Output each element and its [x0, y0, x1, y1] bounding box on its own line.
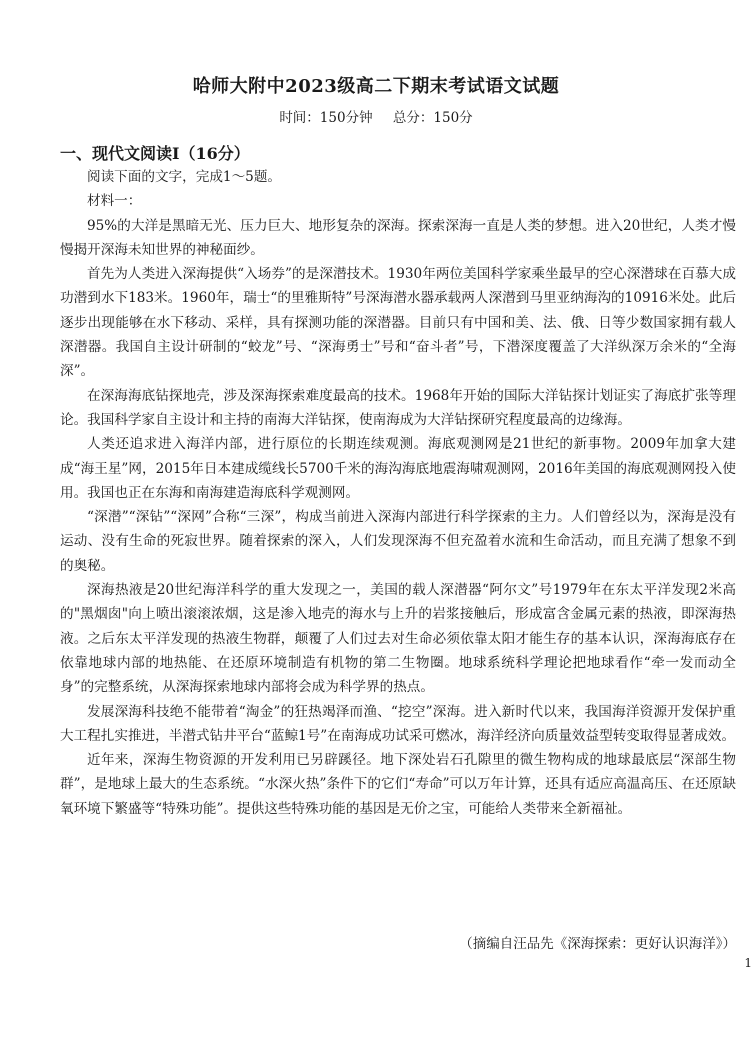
paragraph: 在深海海底钻探地壳，涉及深海探索难度最高的技术。1968年开始的国际大洋钻探计划证实了海底扩张等理论。我国科学家自主设计和主持的南海大洋钻探，使南海成为大洋钻探研究程度最高的边缘海。 [60, 387, 736, 428]
paragraph: 深海热液是20世纪海洋科学的重大发现之一，美国的载人深潜器“阿尔文”号1979年在东太平洋发现2米高的"黑烟囱"向上喷出滚滚浓烟，这是渗入地壳的海水与上升的岩浆接触后，形成富含金属元素的热液，即深海热液。之后东太平洋发现的热液生物群，颠覆了人们过去对生命必须依靠太阳才能生存的基本认识，深海海底存在依靠地球内部的地热能、在还原环境制造有机物的第二生物圈。地球系统科学理论把地球看作“牵一发而动全身”的完整系统，从深海探索地球内部将会成为科学界的热点。 [60, 582, 736, 696]
paragraph: 95%的大洋是黑暗无光、压力巨大、地形复杂的深海。探索深海一直是人类的梦想。进入20世纪，人类才慢慢揭开深海未知世界的神秘面纱。 [60, 217, 736, 258]
paragraph: 人类还追求进入海洋内部，进行原位的长期连续观测。海底观测网是21世纪的新事物。2009年加拿大建成“海王星”网，2015年日本建成缆线长5700千米的海沟海底地震海啸观测网，2016年美国的海底观测网投入使用。我国也正在东海和南海建造海底科学观测网。 [60, 436, 736, 501]
exam-title: 哈师大附中2023级高二下期末考试语文试题 [192, 76, 560, 97]
paragraph: 材料一： [87, 193, 142, 210]
paragraph: 近年来，深海生物资源的开发利用已另辟蹊径。地下深处岩石孔隙里的微生物构成的地球最底层“深部生物群”，是地球上最大的生态系统。“水深火热”条件下的它们“寿命”可以万年计算，还具有适应高温高压、在还原缺氧环境下繁盛等“特殊功能”。提供这些特殊功能的基因是无价之宝，可能给人类带来全新福祉。 [60, 752, 736, 817]
paragraph: 阅读下面的文字，完成1～5题。 [87, 169, 282, 185]
source-citation: （摘编自汪品先《深海探索：更好认识海洋》） [459, 936, 736, 952]
paragraph: 发展深海科技绝不能带着“淘金”的狂热竭泽而渔、“挖空”深海。进入新时代以来，我国海洋资源开发保护重大工程扎实推进，半潜式钻井平台“蓝鲸1号”在南海成功试采可燃冰，海洋经济向质量效益型转变取得显著成效。 [60, 703, 736, 744]
section-heading: 一、现代文阅读Ⅰ（16分） [60, 144, 250, 163]
page-number: 1 [744, 956, 752, 970]
exam-score: 总分：150分 [392, 110, 473, 126]
paragraph: 首先为人类进入深海提供“入场券”的是深潜技术。1930年两位美国科学家乘坐最早的空心深潜球在百慕大成功潜到水下183米。1960年，瑞士“的里雅斯特”号深海潜水器承载两人深潜到马里亚纳海沟的10916米处。此后逐步出现能够在水下移动、采样，具有探测功能的深潜器。目前只有中国和美、法、俄、日等少数国家拥有载人深潜器。我国自主设计研制的“蛟龙”号、“深海勇士”号和“奋斗者”号，下潜深度覆盖了大洋纵深万余米的“全海深”。 [60, 266, 736, 380]
exam-time: 时间：150分钟 [279, 110, 373, 126]
paragraph: “深潜”“深钻”“深网”合称“三深”，构成当前进入深海内部进行科学探索的主力。人们曾经以为，深海是没有运动、没有生命的死寂世界。随着探索的深入，人们发现深海不但充盈着水流和生命活动，而且充满了想象不到的奥秘。 [60, 509, 736, 574]
reading-passage [60, 165, 736, 821]
exam-meta [0, 106, 752, 126]
